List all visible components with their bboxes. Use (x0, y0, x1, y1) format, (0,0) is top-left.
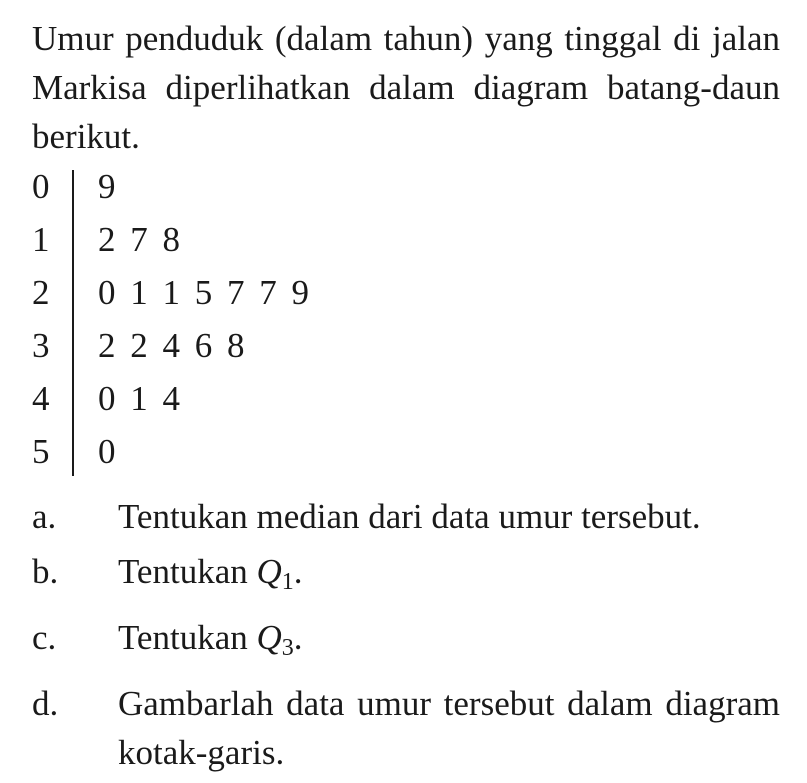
stem-value: 1 (32, 220, 50, 259)
leaf-values: 0 1 4 (98, 379, 181, 418)
leaf-values: 2 7 8 (98, 220, 181, 259)
question-a (32, 492, 780, 541)
problem-intro: Umur penduduk (dalam tahun) yang tinggal di jalan Markisa diperlihatkan dalam diagram batang-daun berikut. (32, 19, 780, 156)
stem-leaf-row (32, 319, 432, 372)
question-c (32, 613, 780, 673)
question-prefix: Tentukan (118, 552, 257, 591)
stem-leaf-row (32, 213, 432, 266)
question-label: c. (32, 618, 57, 657)
leaf-values: 0 1 1 5 7 7 9 (98, 273, 310, 312)
quartile-var: Q (256, 618, 282, 657)
quartile-symbol (256, 618, 294, 661)
question-text: Tentukan median dari data umur tersebut. (118, 497, 701, 536)
question-prefix: Tentukan (118, 618, 257, 657)
stem-value: 2 (32, 273, 50, 312)
question-d (32, 679, 780, 777)
question-text (118, 547, 780, 607)
quartile-subscript: 3 (281, 635, 294, 661)
question-suffix: . (293, 552, 303, 591)
quartile-subscript: 1 (281, 569, 294, 595)
stem-leaf-row (32, 372, 432, 425)
question-label: a. (32, 497, 57, 536)
question-label: d. (32, 684, 59, 723)
question-text: Gambarlah data umur tersebut dalam diagram kotak-garis. (118, 684, 780, 772)
stem-leaf-row (32, 425, 432, 478)
stem-value: 0 (32, 167, 50, 206)
leaf-values: 0 (98, 432, 117, 471)
question-text (118, 613, 780, 673)
question-b (32, 547, 780, 607)
stem-value: 5 (32, 432, 50, 471)
stem-leaf-row (32, 160, 432, 213)
quartile-var: Q (256, 552, 282, 591)
question-suffix: . (293, 618, 303, 657)
leaf-values: 9 (98, 167, 117, 206)
stem-leaf-diagram (32, 160, 432, 478)
leaf-values: 2 2 4 6 8 (98, 326, 246, 365)
question-list (32, 492, 780, 783)
quartile-symbol (256, 552, 294, 595)
stem-leaf-row (32, 266, 432, 319)
question-label: b. (32, 552, 59, 591)
stem-value: 3 (32, 326, 50, 365)
stem-value: 4 (32, 379, 50, 418)
